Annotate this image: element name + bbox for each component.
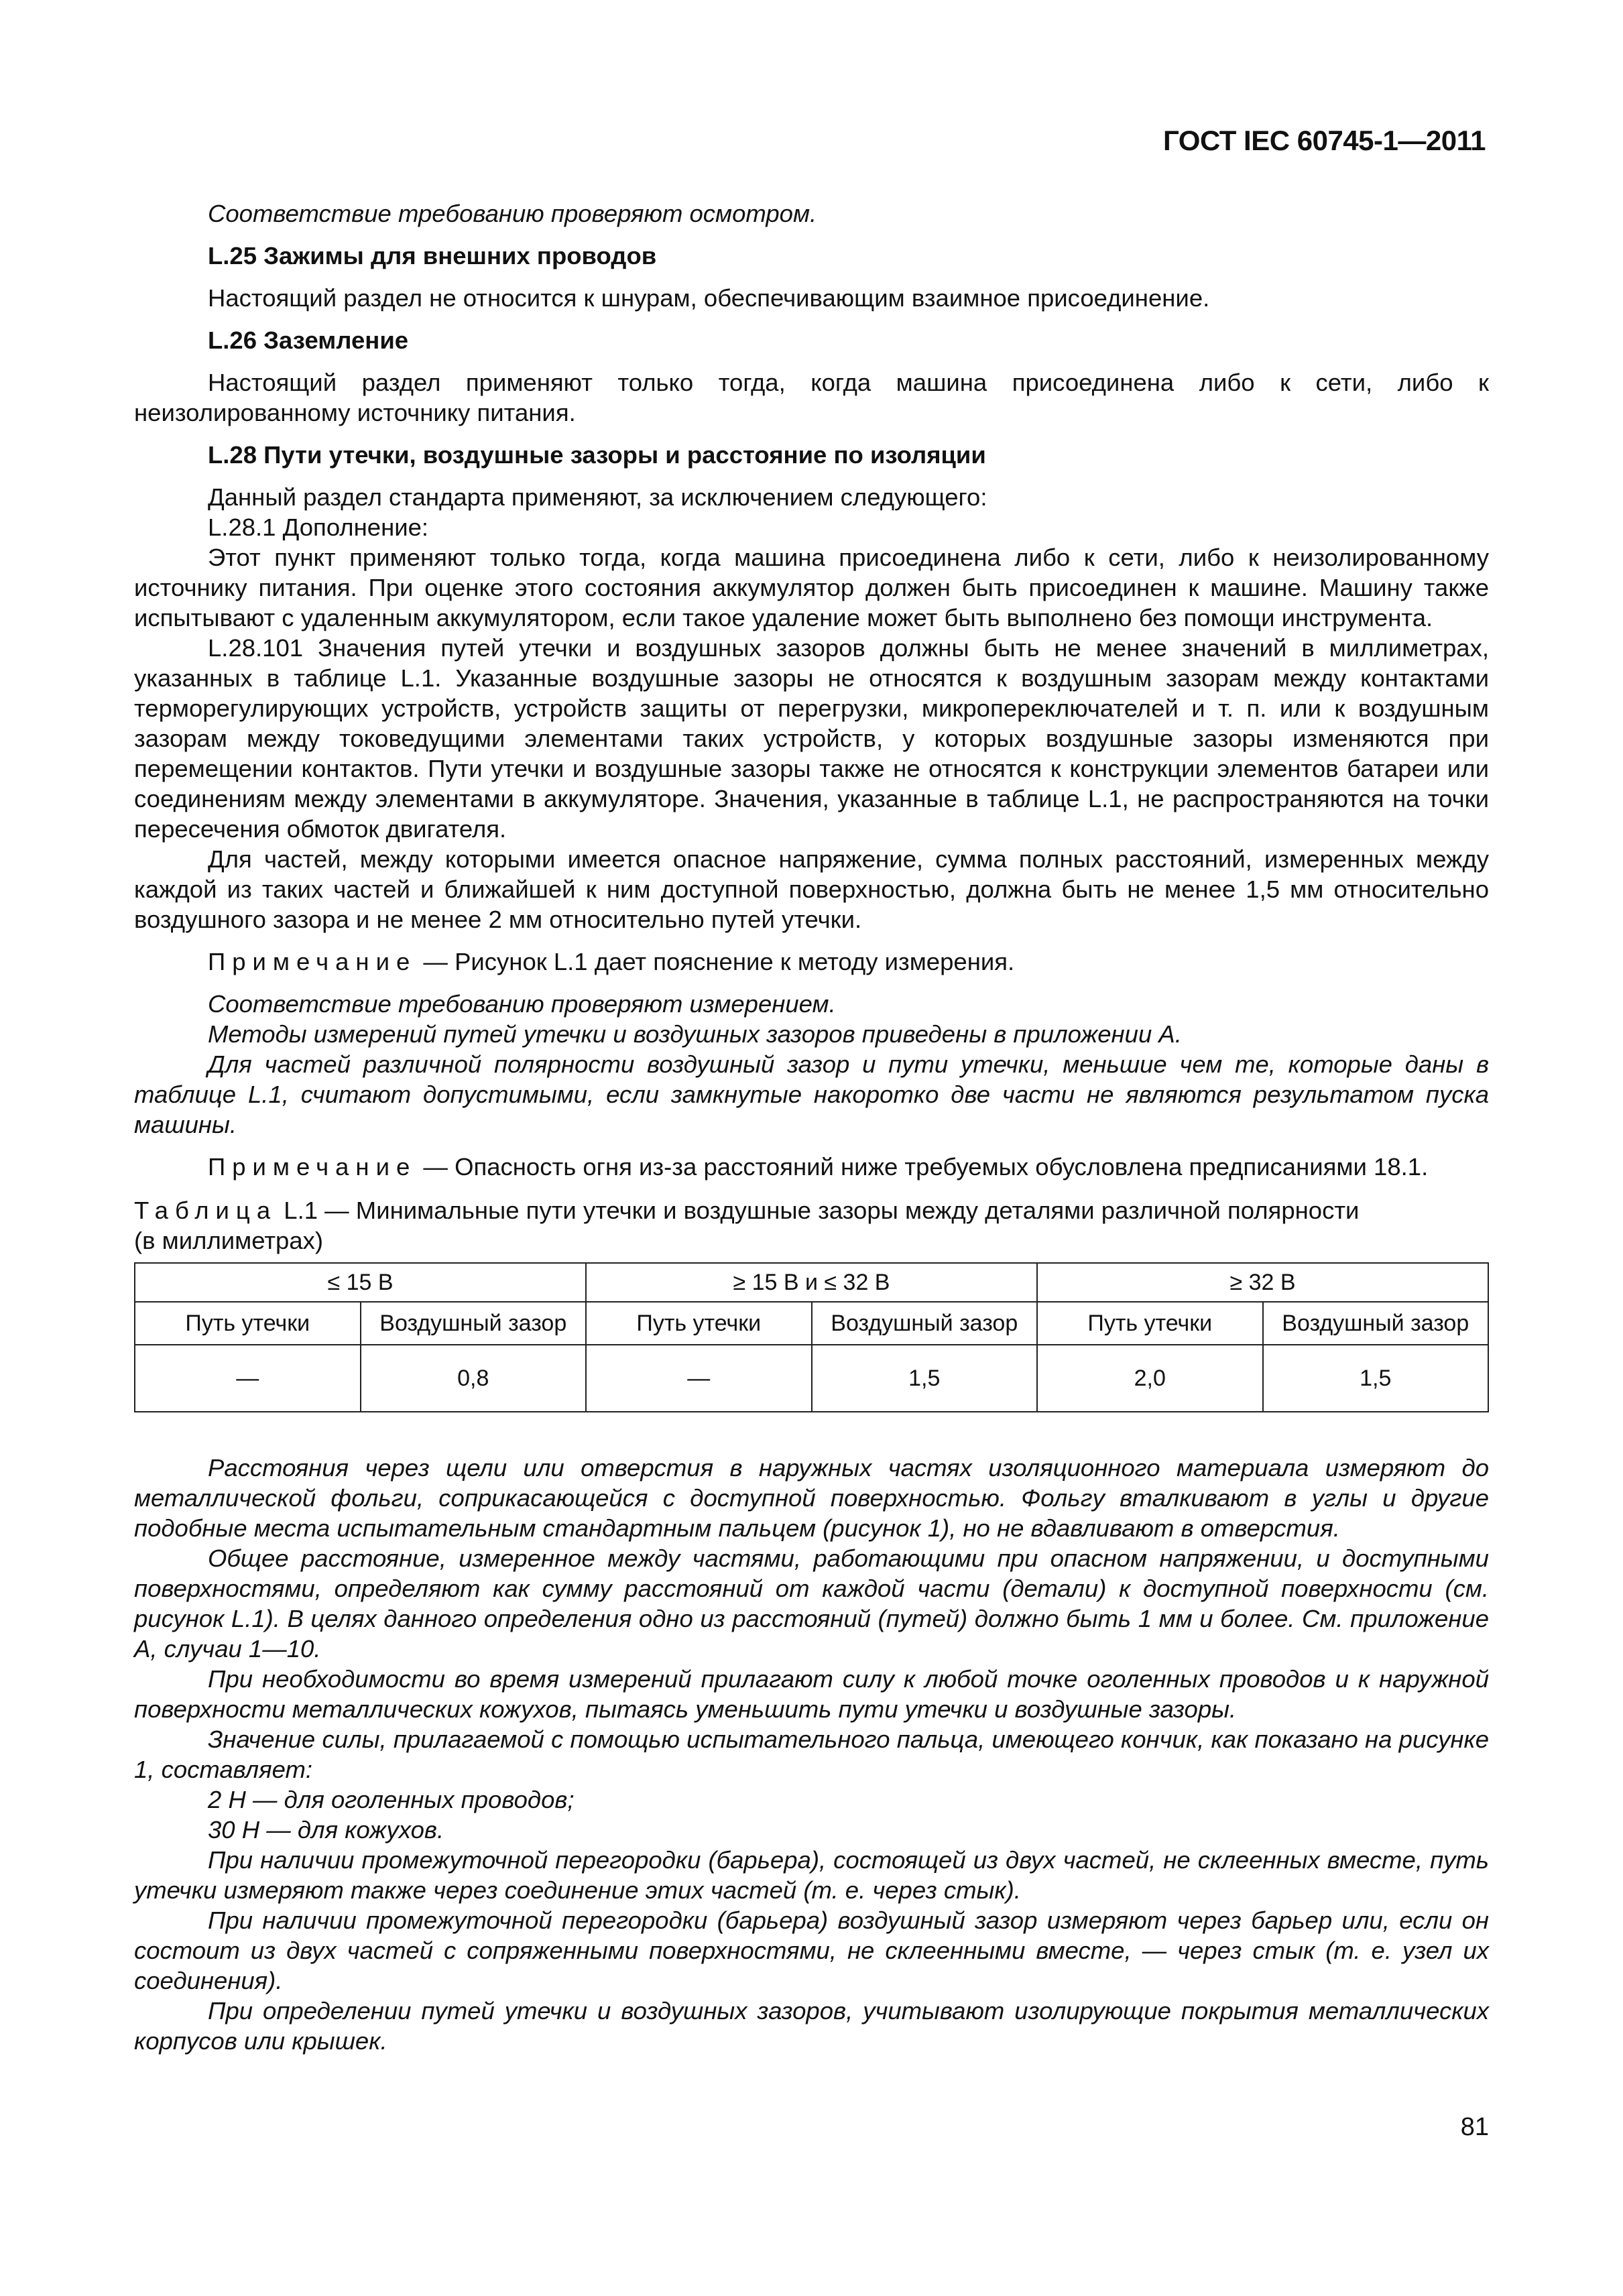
table-subheader: Воздушный зазор [812, 1302, 1038, 1345]
table-value-row [135, 1345, 1488, 1412]
note-text: — Рисунок L.1 дает пояснение к методу измерения. [423, 948, 1015, 975]
paragraph-l26: Настоящий раздел применяют только тогда, когда машина присоединена либо к сети, либо к неизолированному источнику питания. [134, 369, 1489, 426]
compliance-check-inspection: Соответствие требованию проверяют осмотром. [208, 200, 817, 227]
clearance-table [134, 1262, 1489, 1412]
note-2 [134, 1152, 1489, 1182]
force-item-wires: 2 Н — для оголенных проводов; [208, 1786, 575, 1813]
note-label: Примечание [208, 1153, 417, 1181]
page-number: 81 [1460, 2113, 1489, 2141]
table-group-header: ≥ 15 В и ≤ 32 В [586, 1263, 1037, 1302]
section-heading-l28: L.28 Пути утечки, воздушные зазоры и расстояние по изоляции [208, 441, 986, 469]
note-label: Примечание [208, 948, 417, 975]
paragraph-foil-measurement: Расстояния через щели или отверстия в наружных частях изоляционного материала измеряют до металлической фольги, соприкасающейся с доступной поверхностью. Фольгу вталкивают в углы и другие подобные места испытательным стандартным пальцем (рисунок 1), но не вдавливают в отверстия. [134, 1454, 1489, 1542]
table-subheader: Путь утечки [1037, 1302, 1263, 1345]
paragraph-l28-101: L.28.101 Значения путей утечки и воздушных зазоров должны быть не менее значений в миллиметрах, указанных в таблице L.1. Указанные воздушные зазоры не относятся к воздушным зазорам между контактами терморегулирующих устройств, устройств защиты от перегрузки, микропереключателей и т. п. или к воздушным зазорам между токоведущими элементами таких устройств, у которых воздушные зазоры изменяются при перемещении контактов. Пути утечки и воздушные зазоры также не относятся к конструкции элементов батареи или соединениям между элементами в аккумуляторе. Значения, указанные в таблице L.1, не распространяются на точки пересечения обмоток двигателя. [134, 634, 1489, 843]
paragraph-force-application: При необходимости во время измерений прилагают силу к любой точке оголенных проводов и к наружной поверхности металлических кожухов, пытаясь уменьшить пути утечки и воздушные зазоры. [134, 1665, 1489, 1723]
note-1 [134, 947, 1489, 977]
document-code-header: ГОСТ IEC 60745-1—2011 [1163, 125, 1486, 156]
table-group-row [135, 1263, 1488, 1302]
table-caption-text: L.1 — Минимальные пути утечки и воздушные зазоры между деталями различной полярности [284, 1197, 1360, 1224]
paragraph-l28-1-text: Этот пункт применяют только тогда, когда машина присоединена либо к сети, либо к неизолированному источнику питания. При оценке этого состояния аккумулятор должен быть присоединен к машине. Машину также испытывают с удаленным аккумулятором, если такое удаление может быть выполнено без помощи инструмента. [134, 544, 1489, 631]
paragraph-l28-intro: Данный раздел стандарта применяют, за исключением следующего: [208, 483, 987, 511]
paragraph-barrier-creepage: При наличии промежуточной перегородки (барьера), состоящей из двух частей, не склеенных вместе, путь утечки измеряют также через соединение этих частей (т. е. через стык). [134, 1846, 1489, 1904]
polarity-paragraph: Для частей различной полярности воздушный зазор и пути утечки, меньшие чем те, которые даны в таблице L.1, считают допустимыми, если замкнутые накоротко две части не являются результатом пуска машины. [134, 1050, 1489, 1138]
note-text: — Опасность огня из-за расстояний ниже требуемых обусловлена предписаниями 18.1. [423, 1153, 1429, 1181]
table-cell: — [135, 1345, 361, 1412]
section-heading-l25: L.25 Зажимы для внешних проводов [208, 242, 657, 269]
table-cell: 2,0 [1037, 1345, 1263, 1412]
paragraph-force-value: Значение силы, прилагаемой с помощью испытательного пальца, имеющего кончик, как показано на рисунке 1, составляет: [134, 1726, 1489, 1783]
section-heading-l26: L.26 Заземление [208, 326, 409, 354]
paragraph-barrier-clearance: При наличии промежуточной перегородки (барьера) воздушный зазор измеряют через барьер или, если он состоит из двух частей с сопряженными поверхностями, не склеенными вместе, — через стык (т. е. узел их соединения). [134, 1907, 1489, 1994]
paragraph-l28-1: L.28.1 Дополнение: [208, 513, 429, 541]
table-cell: — [586, 1345, 812, 1412]
table-subheader: Воздушный зазор [361, 1302, 587, 1345]
table-cell: 1,5 [812, 1345, 1038, 1412]
measurement-methods: Методы измерений путей утечки и воздушных зазоров приведены в приложении А. [208, 1020, 1182, 1048]
table-unit: (в миллиметрах) [134, 1227, 324, 1254]
table-subheader: Путь утечки [586, 1302, 812, 1345]
table-caption [134, 1195, 1489, 1225]
table-group-header: ≥ 32 В [1037, 1263, 1488, 1302]
force-item-enclosures: 30 Н — для кожухов. [208, 1816, 444, 1844]
table-subheader-row [135, 1302, 1488, 1345]
table-group-header: ≤ 15 В [135, 1263, 586, 1302]
paragraph-l25: Настоящий раздел не относится к шнурам, обеспечивающим взаимное присоединение. [208, 284, 1210, 312]
paragraph-hazardous-voltage: Для частей, между которыми имеется опасное напряжение, сумма полных расстояний, измеренных между каждой из таких частей и ближайшей к ним доступной поверхностью, должна быть не менее 1,5 мм относительно воздушного зазора и не менее 2 мм относительно путей утечки. [134, 845, 1489, 933]
table-subheader: Путь утечки [135, 1302, 361, 1345]
table-caption-label: Таблица [134, 1197, 278, 1224]
paragraph-total-distance: Общее расстояние, измеренное между частями, работающими при опасном напряжении, и доступными поверхностями, определяют как сумму расстояний от каждой части (детали) к доступной поверхности (см. рисунок L.1). В целях данного определения одно из расстояний (путей) должно быть 1 мм и более. См. приложение А, случаи 1—10. [134, 1545, 1489, 1663]
paragraph-coatings: При определении путей утечки и воздушных зазоров, учитывают изолирующие покрытия металлических корпусов или крышек. [134, 1997, 1489, 2055]
table-subheader: Воздушный зазор [1263, 1302, 1489, 1345]
table-cell: 1,5 [1263, 1345, 1489, 1412]
table-cell: 0,8 [361, 1345, 587, 1412]
compliance-check-measurement: Соответствие требованию проверяют измерением. [208, 990, 836, 1018]
document-body [134, 198, 1489, 2056]
